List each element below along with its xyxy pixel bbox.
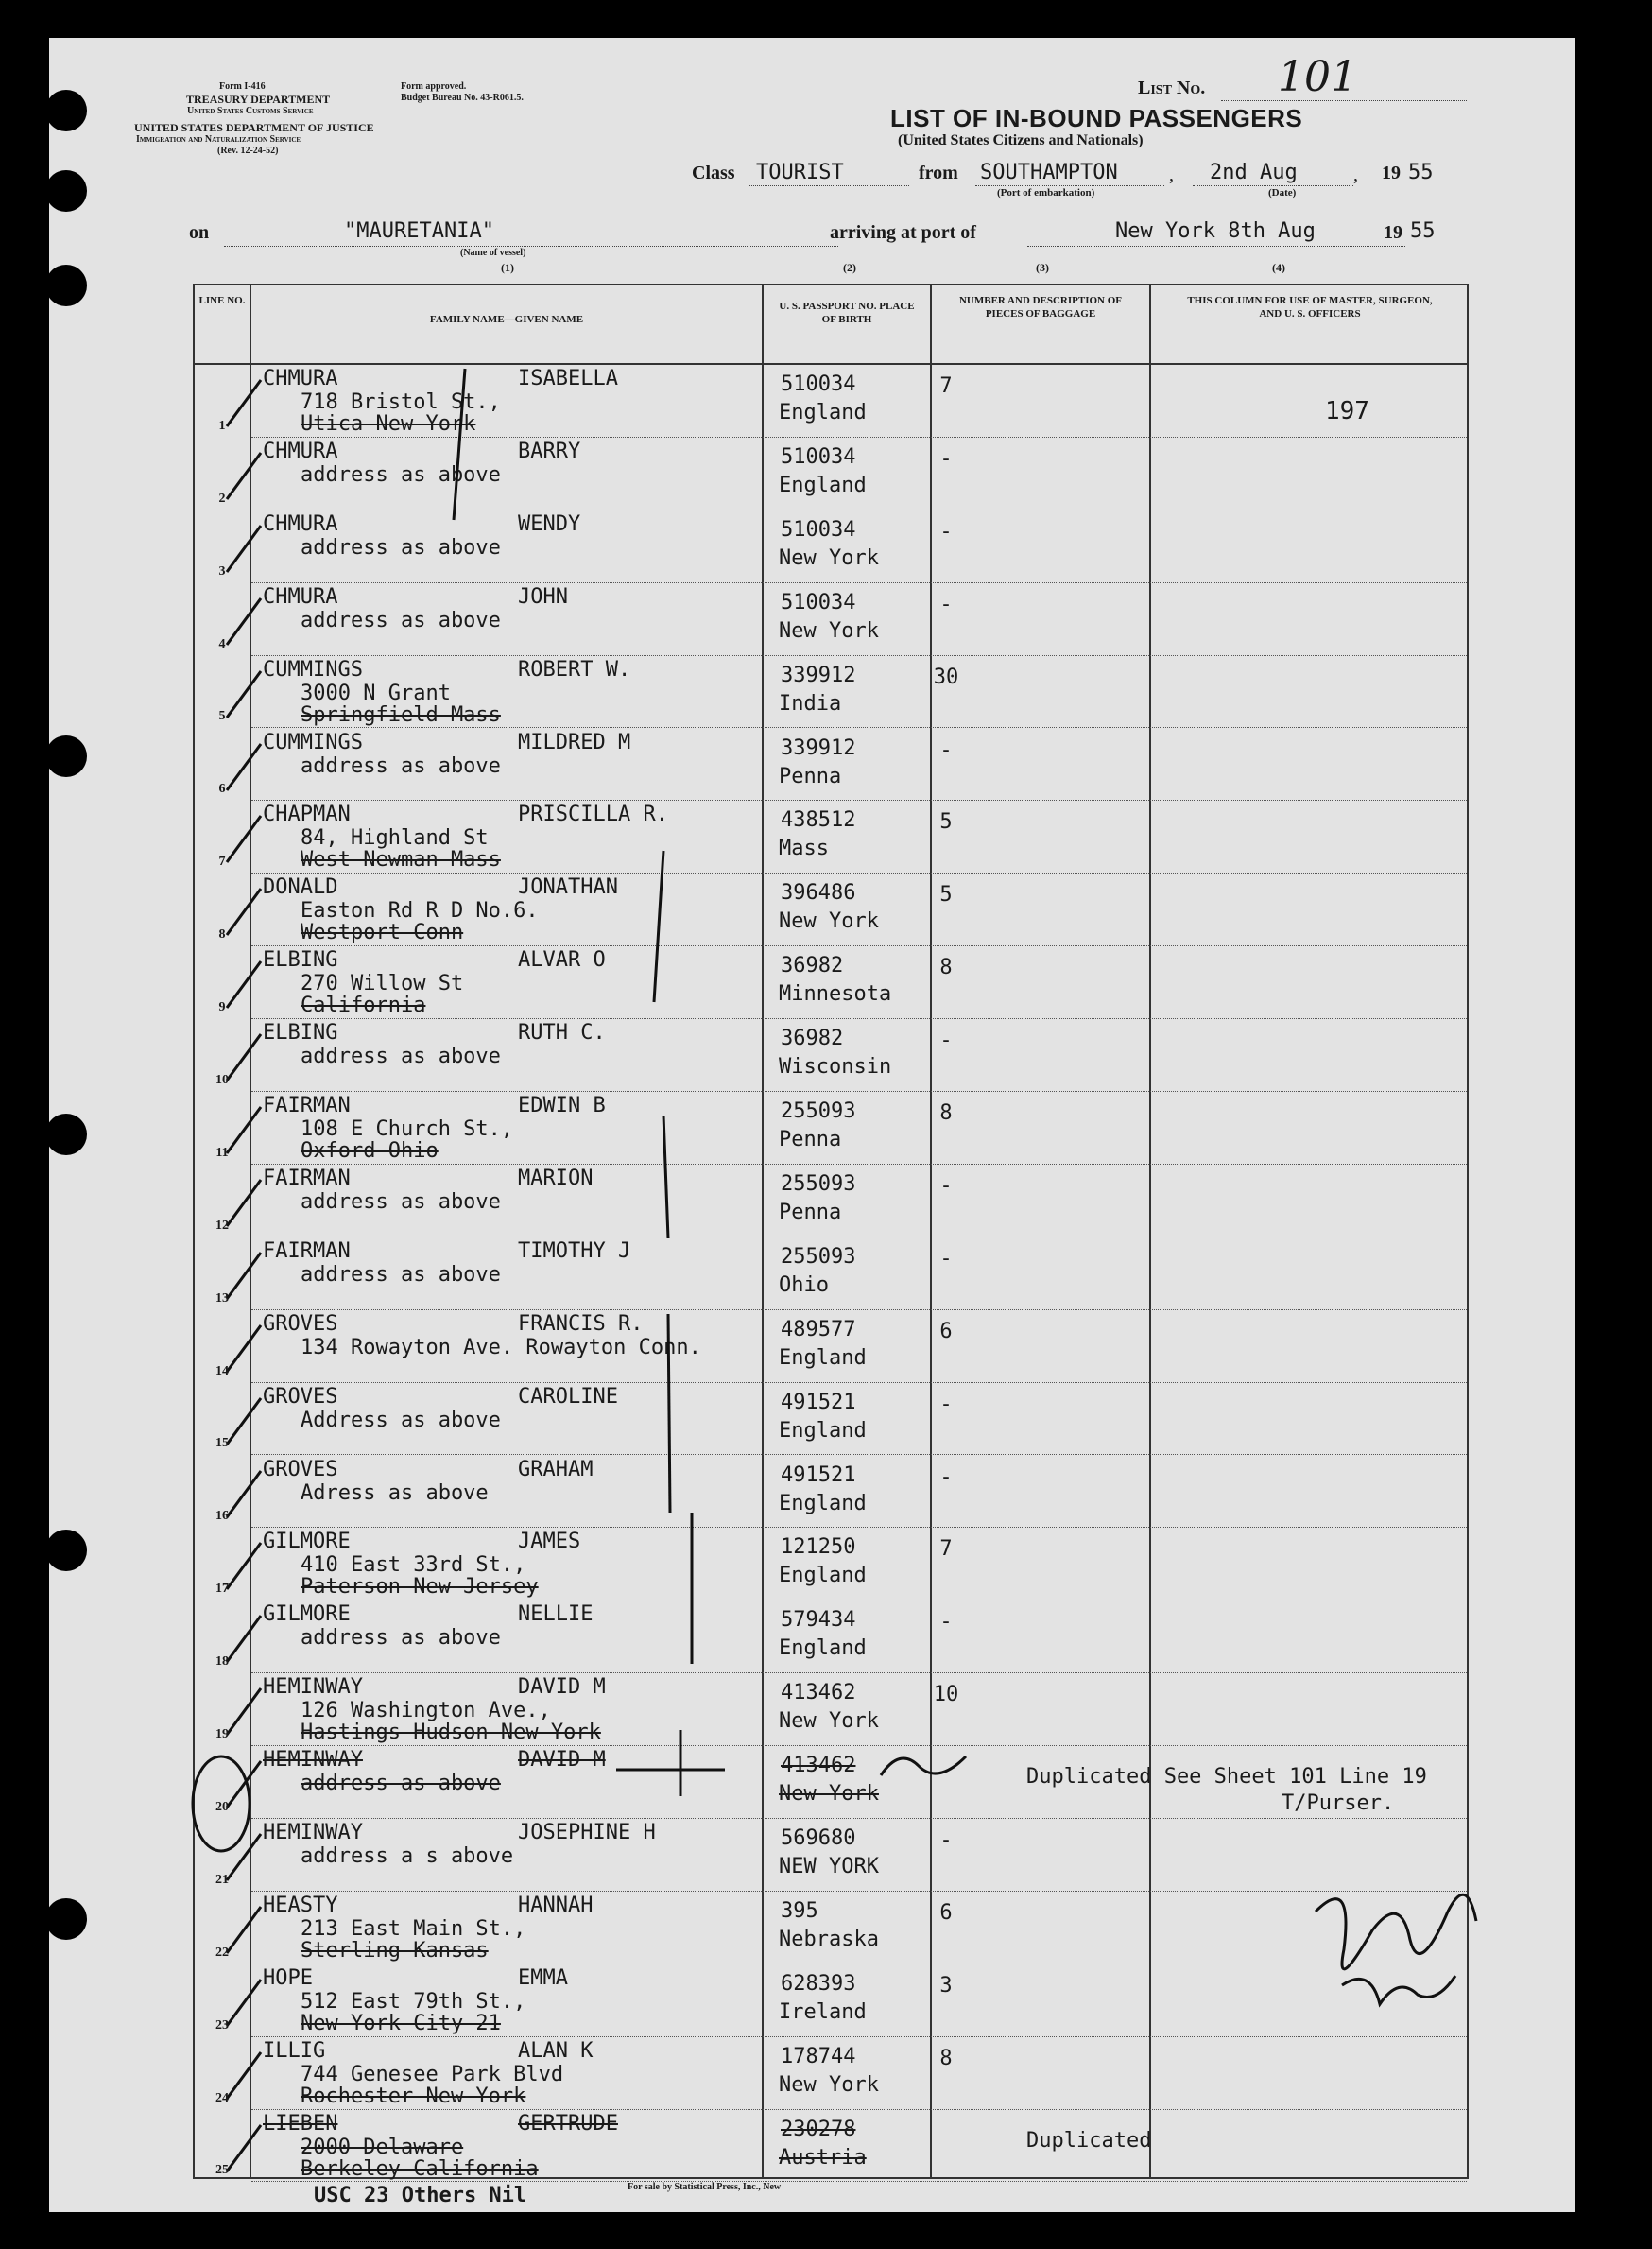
place-of-birth: England <box>779 473 867 497</box>
given-name: CAROLINE <box>518 1384 618 1409</box>
given-name: JOHN <box>518 584 568 609</box>
family-name: ELBING <box>263 1021 338 1046</box>
address-line-2: Hastings Hudson New York <box>301 1721 601 1745</box>
family-name: CHMURA <box>263 367 338 390</box>
baggage-count: 6 <box>939 1900 953 1925</box>
address-line-1: 718 Bristol St., <box>301 390 501 414</box>
line-number: 8 <box>218 927 226 943</box>
family-name: ELBING <box>263 948 338 973</box>
address-line-1: address as above <box>301 1626 501 1651</box>
baggage-count: - <box>939 519 953 544</box>
col-num-2: (2) <box>843 261 856 274</box>
col-num-3: (3) <box>1036 261 1049 274</box>
passport-number: 339912 <box>781 735 856 760</box>
baggage-count: - <box>939 1246 953 1271</box>
baggage-count: - <box>939 1828 953 1852</box>
class-value: TOURIST <box>756 161 844 184</box>
address-line-1: 744 Genesee Park Blvd <box>301 2062 564 2086</box>
given-name: HANNAH <box>518 1893 594 1917</box>
address-line-1: 213 East Main St., <box>301 1916 526 1941</box>
vessel-value: "MAURETANIA" <box>344 219 494 243</box>
address-line-1: 126 Washington Ave., <box>301 1699 551 1723</box>
passport-number: 413462 <box>781 1754 856 1778</box>
passport-number: 491521 <box>781 1462 856 1487</box>
handwritten-marks <box>49 38 1575 2212</box>
line-number: 15 <box>215 1436 229 1451</box>
line-number: 10 <box>215 1072 229 1087</box>
address-line-2: Rochester New York <box>301 2084 526 2108</box>
line-number: 24 <box>215 2090 229 2105</box>
on-label: on <box>189 222 210 243</box>
given-name: RUTH C. <box>518 1021 606 1046</box>
address-line-1: 410 East 33rd St., <box>301 1553 526 1578</box>
given-name: JONATHAN <box>518 875 618 900</box>
given-name: ROBERT W. <box>518 657 631 682</box>
rev-label: (Rev. 12-24-52) <box>217 146 279 156</box>
given-name: FRANCIS R. <box>518 1311 644 1336</box>
arrival-value: New York 8th Aug <box>1115 219 1316 243</box>
address-line-2: Springfield Mass <box>301 702 501 727</box>
address-line-1: 108 E Church St., <box>301 1117 514 1141</box>
line-number: 22 <box>215 1945 229 1960</box>
baggage-count: - <box>939 1610 953 1635</box>
address-line-1: address as above <box>301 535 501 560</box>
address-line-1: address as above <box>301 753 501 778</box>
place-of-birth: England <box>779 401 867 424</box>
given-name: ALVAR O <box>518 948 606 973</box>
passport-number: 491521 <box>781 1390 856 1414</box>
port-caption: (Port of embarkation) <box>997 187 1095 199</box>
page-title: LIST OF IN-BOUND PASSENGERS <box>890 104 1303 132</box>
place-of-birth: New York <box>779 2072 879 2097</box>
place-of-birth: NEW YORK <box>779 1855 879 1878</box>
place-of-birth: England <box>779 1418 867 1443</box>
given-name: JOSEPHINE H <box>518 1821 656 1844</box>
line-number: 18 <box>215 1654 229 1669</box>
port-value: SOUTHAMPTON <box>980 161 1118 184</box>
baggage-count: 5 <box>939 810 953 835</box>
treasury-label: TREASURY DEPARTMENT <box>186 93 331 106</box>
line-number: 5 <box>218 709 226 724</box>
family-name: DONALD <box>263 875 338 900</box>
address-line-1: 2000 Delaware <box>301 2135 464 2159</box>
passport-number: 579434 <box>781 1608 856 1633</box>
place-of-birth: Penna <box>779 1128 842 1151</box>
col-num-4: (4) <box>1272 261 1285 274</box>
place-of-birth: Nebraska <box>779 1927 879 1951</box>
address-line-2: Oxford Ohio <box>301 1139 439 1163</box>
footer-sale: For sale by Statistical Press, Inc., New <box>628 2182 782 2192</box>
place-of-birth: New York <box>779 1782 879 1807</box>
family-name: ILLIG <box>263 2038 326 2063</box>
given-name: ISABELLA <box>518 367 618 390</box>
family-name: CUMMINGS <box>263 657 363 682</box>
given-name: JAMES <box>518 1530 581 1554</box>
given-name: BARRY <box>518 439 581 463</box>
address-line-1: Easton Rd R D No.6. <box>301 899 539 924</box>
family-name: FAIRMAN <box>263 1238 351 1263</box>
line-number: 4 <box>218 636 226 651</box>
passport-number: 255093 <box>781 1099 856 1123</box>
line-number: 13 <box>215 1290 229 1306</box>
passport-number: 230278 <box>781 2117 856 2141</box>
header-line-no: LINE NO. <box>198 295 246 306</box>
line-number: 9 <box>218 1000 226 1015</box>
family-name: FAIRMAN <box>263 1166 351 1190</box>
given-name: EMMA <box>518 1965 568 1990</box>
address-line-1: address a s above <box>301 1844 514 1868</box>
line-number: 25 <box>215 2163 229 2178</box>
justice-label: UNITED STATES DEPARTMENT OF JUSTICE <box>134 121 374 134</box>
header-baggage: NUMBER AND DESCRIPTION OF PIECES OF BAGGAGE <box>958 295 1123 320</box>
row-note: Duplicated See Sheet 101 Line 19 <box>1026 1765 1427 1790</box>
place-of-birth: New York <box>779 545 879 570</box>
date-value: 2nd Aug <box>1210 161 1298 184</box>
family-name: GROVES <box>263 1311 338 1336</box>
arriving-label: arriving at port of <box>830 222 976 243</box>
given-name: MARION <box>518 1166 594 1190</box>
passport-number: 489577 <box>781 1317 856 1341</box>
line-number: 11 <box>215 1145 229 1160</box>
line-number: 6 <box>218 782 226 797</box>
given-name: NELLIE <box>518 1602 594 1627</box>
family-name: HEMINWAY <box>263 1821 363 1844</box>
address-line-1: 270 Willow St <box>301 972 464 996</box>
family-name: HEMINWAY <box>263 1675 363 1700</box>
col-num-1: (1) <box>501 261 514 274</box>
passport-number: 36982 <box>781 1027 844 1051</box>
footer-note: USC 23 Others Nil <box>314 2184 527 2207</box>
passport-number: 510034 <box>781 590 856 614</box>
given-name: GERTRUDE <box>518 2111 618 2136</box>
baggage-count: 10 <box>933 1683 959 1707</box>
line-number: 7 <box>218 855 226 870</box>
place-of-birth: New York <box>779 618 879 643</box>
passport-number: 255093 <box>781 1244 856 1269</box>
baggage-count: - <box>939 592 953 616</box>
address-line-1: 512 East 79th St., <box>301 1989 526 2014</box>
list-no-value: 101 <box>1278 53 1357 101</box>
baggage-count: - <box>939 1173 953 1198</box>
passport-number: 413462 <box>781 1681 856 1705</box>
line-number: 3 <box>218 563 226 579</box>
address-line-1: 134 Rowayton Ave. Rowayton Conn. <box>301 1335 701 1359</box>
place-of-birth: Minnesota <box>779 982 892 1007</box>
line-number: 19 <box>215 1727 229 1742</box>
line-number: 1 <box>218 418 226 433</box>
arrival-year-prefix: 19 <box>1384 222 1402 243</box>
baggage-count: - <box>939 1029 953 1053</box>
family-name: LIEBEN <box>263 2111 338 2136</box>
passport-number: 438512 <box>781 808 856 833</box>
place-of-birth: England <box>779 1345 867 1370</box>
budget-label: Budget Bureau No. 43-R061.5. <box>401 93 524 103</box>
passport-number: 396486 <box>781 881 856 906</box>
place-of-birth: Mass <box>779 837 829 861</box>
baggage-count: 8 <box>939 956 953 980</box>
place-of-birth: India <box>779 691 842 716</box>
approved-label: Form approved. <box>401 81 467 92</box>
vessel-caption: (Name of vessel) <box>460 248 526 258</box>
given-name: PRISCILLA R. <box>518 803 668 827</box>
baggage-count: - <box>939 737 953 762</box>
passport-number: 628393 <box>781 1971 856 1996</box>
line-number: 2 <box>218 491 226 506</box>
place-of-birth: England <box>779 1491 867 1515</box>
address-line-1: address as above <box>301 1189 501 1214</box>
passport-number: 178744 <box>781 2044 856 2068</box>
address-line-1: address as above <box>301 1262 501 1287</box>
given-name: EDWIN B <box>518 1094 606 1117</box>
family-name: GROVES <box>263 1457 338 1481</box>
given-name: TIMOTHY J <box>518 1238 631 1263</box>
passport-number: 569680 <box>781 1826 856 1850</box>
place-of-birth: Wisconsin <box>779 1055 892 1080</box>
given-name: ALAN K <box>518 2038 594 2063</box>
class-label: Class <box>692 163 735 183</box>
place-of-birth: Penna <box>779 1200 842 1224</box>
passport-number: 510034 <box>781 444 856 469</box>
place-of-birth: Penna <box>779 764 842 788</box>
arrival-year: 55 <box>1410 219 1436 243</box>
date-year: 55 <box>1408 161 1434 184</box>
address-line-2: Paterson New Jersey <box>301 1575 539 1600</box>
address-line-1: 84, Highland St <box>301 826 489 851</box>
passport-number: 395 <box>781 1898 818 1923</box>
baggage-count: 30 <box>933 665 959 689</box>
given-name: MILDRED M <box>518 730 631 754</box>
passport-number: 255093 <box>781 1171 856 1196</box>
family-name: CHMURA <box>263 511 338 536</box>
passport-number: 36982 <box>781 954 844 978</box>
address-line-2: Westport Conn <box>301 921 464 945</box>
family-name: HEMINWAY <box>263 1748 363 1773</box>
line-number: 17 <box>215 1582 229 1597</box>
family-name: GROVES <box>263 1384 338 1409</box>
row-note: Duplicated <box>1026 2128 1152 2153</box>
address-line-1: address as above <box>301 462 501 487</box>
baggage-count: - <box>939 1392 953 1416</box>
address-line-2: Sterling Kansas <box>301 1938 489 1963</box>
customs-label: United States Customs Service <box>187 106 314 116</box>
address-line-1: address as above <box>301 608 501 632</box>
passport-number: 510034 <box>781 517 856 542</box>
address-line-2: Berkeley California <box>301 2156 539 2181</box>
address-line-1: address as above <box>301 1045 501 1069</box>
family-name: FAIRMAN <box>263 1094 351 1117</box>
address-line-2: California <box>301 994 426 1018</box>
family-name: CHMURA <box>263 439 338 463</box>
passport-number: 339912 <box>781 663 856 687</box>
date-caption: (Date) <box>1268 187 1297 199</box>
ins-label: Immigration and Naturalization Service <box>136 134 301 145</box>
baggage-count: 6 <box>939 1319 953 1343</box>
row-note-2: T/Purser. <box>1282 1791 1395 1816</box>
place-of-birth: New York <box>779 1709 879 1734</box>
address-line-2: West Newman Mass <box>301 848 501 873</box>
passport-number: 121250 <box>781 1535 856 1560</box>
baggage-count: 5 <box>939 883 953 908</box>
place-of-birth: Austria <box>779 2145 867 2170</box>
family-name: CHAPMAN <box>263 803 351 827</box>
baggage-count: - <box>939 1464 953 1489</box>
address-line-1: address as above <box>301 1772 501 1796</box>
header-passport: U. S. PASSPORT NO. PLACE OF BIRTH <box>779 301 915 325</box>
passport-number: 510034 <box>781 372 856 396</box>
manifest-page: Form I-416 TREASURY DEPARTMENT United States Customs Service UNITED STATES DEPARTMENT OF JUSTICE Immigration and Naturalization Service (Rev. 12-24-52) Form approved. Budget Bureau No. 43-R061.5. List No. 101 LIST OF IN-BOUND PASSENGERS (United States Citizens and Nationals) Class TOURIST from SOUTHAMPTON (Port of embarkation) , 2nd Aug , (Date) 19 55 on "MAURETANIA" (Name of vessel) arriving at port of New York 8th Aug 19 55 (1) (2) (3) (4) LINE NO. FAMILY NAME—GIVEN NAME U. S. PASSPORT NO. PLACE OF BIRTH NUMBER AND DESCRIPTION OF PIECES OF BAGGAGE THIS COLUMN FOR USE OF MASTER, SURGEON, AND U. S. OFFICERS 197 1 CHMURA ISABELLA 718 Bristol St., Utica New York 510034 England 7 2 CHMURA BARRY address as above 510034 England - 3 CHMURA WENDY address as above 510034 New York - 4 CHMURA JOHN address as above 510034 New York - 5 CUMMINGS ROBERT W. 3000 N Grant Springfield Mass 339912 India 30 6 CUMMINGS MILDRED M address as above 339912 Penna - 7 CHAPMAN PRISCILLA R. 84, Highland St West Newman Mass 438512 Mass 5 8 DONALD JONATHAN Easton Rd R D No.6. Westport Conn 396486 New York 5 9 ELBING ALVAR O 270 Willow St California 36982 Minnesota 8 10 ELBING RUTH C. address as above 36982 Wisconsin - 11 FAIRMAN EDWIN B 108 E Church St., Oxford Ohio 255093 Penna 8 12 FAIRMAN MARION address as above 255093 Penna - 13 FAIRMAN TIMOTHY J address as above 255093 Ohio - 14 GROVES FRANCIS R. 134 Rowayton Ave. Rowayton Conn. 489577 England 6 15 GROVES CAROLINE Address as above 491521 England - 16 GROVES GRAHAM Adress as above 491521 England - 17 GILMORE JAMES 410 East 33rd St., Paterson New Jersey 121250 England 7 18 GILMORE NELLIE address as above 579434 England - 19 HEMINWAY DAVID M 126 Washington Ave., Hastings Hudson New York 413462 New York 10 20 HEMINWAY DAVID M address as above 413462 New York Duplicated See Sheet 101 Line 19 T/Purser. 21 HEMINWAY JOSEPHINE H address a s above 569680 NEW YORK - 22 HEASTY HANNAH 213 East Main St., Sterling Kansas 395 Nebraska 6 23 HOPE EMMA 512 East 79th St., New York City 21 628393 Ireland 3 24 ILLIG ALAN K 744 Genesee Park Blvd Rochester New York 178744 New York 8 25 LIEBEN GERTRUDE 2000 Delaware Berkeley California 230278 Austria Duplicated USC 23 Others Nil For sale by Statistical Press, Inc., New <box>49 38 1575 2212</box>
line-number: 12 <box>215 1218 229 1233</box>
baggage-count: 3 <box>939 1973 953 1998</box>
line-number: 20 <box>215 1799 229 1814</box>
line-number: 16 <box>215 1509 229 1524</box>
given-name: DAVID M <box>518 1675 606 1700</box>
baggage-count: 8 <box>939 1101 953 1125</box>
family-name: HEASTY <box>263 1893 338 1917</box>
header-officers: THIS COLUMN FOR USE OF MASTER, SURGEON, AND U. S. OFFICERS <box>1187 295 1433 320</box>
page-subtitle: (United States Citizens and Nationals) <box>898 132 1144 148</box>
baggage-count: 8 <box>939 2046 953 2070</box>
line-number: 21 <box>215 1872 229 1887</box>
given-name: WENDY <box>518 511 581 536</box>
baggage-count: 7 <box>939 374 953 398</box>
baggage-count: 7 <box>939 1537 953 1562</box>
officer-note: 197 <box>1325 397 1369 425</box>
date-year-prefix: 19 <box>1382 163 1401 183</box>
address-line-1: Address as above <box>301 1408 501 1432</box>
family-name: HOPE <box>263 1965 313 1990</box>
place-of-birth: Ireland <box>779 1999 867 2024</box>
list-no-label: List No. <box>1138 78 1206 98</box>
place-of-birth: England <box>779 1564 867 1588</box>
baggage-count: - <box>939 446 953 471</box>
family-name: GILMORE <box>263 1602 351 1627</box>
address-line-1: 3000 N Grant <box>301 681 451 705</box>
family-name: CHMURA <box>263 584 338 609</box>
address-line-2: Utica New York <box>301 412 476 436</box>
form-number: Form I-416 <box>219 81 266 92</box>
place-of-birth: England <box>779 1636 867 1661</box>
place-of-birth: Ohio <box>779 1272 829 1297</box>
address-line-1: Adress as above <box>301 1480 489 1505</box>
family-name: GILMORE <box>263 1530 351 1554</box>
line-number: 23 <box>215 2017 229 2033</box>
place-of-birth: New York <box>779 909 879 934</box>
header-name: FAMILY NAME—GIVEN NAME <box>429 314 584 325</box>
address-line-2: New York City 21 <box>301 2011 501 2035</box>
given-name: DAVID M <box>518 1748 606 1773</box>
from-label: from <box>919 163 958 183</box>
given-name: GRAHAM <box>518 1457 594 1481</box>
family-name: CUMMINGS <box>263 730 363 754</box>
line-number: 14 <box>215 1363 229 1378</box>
